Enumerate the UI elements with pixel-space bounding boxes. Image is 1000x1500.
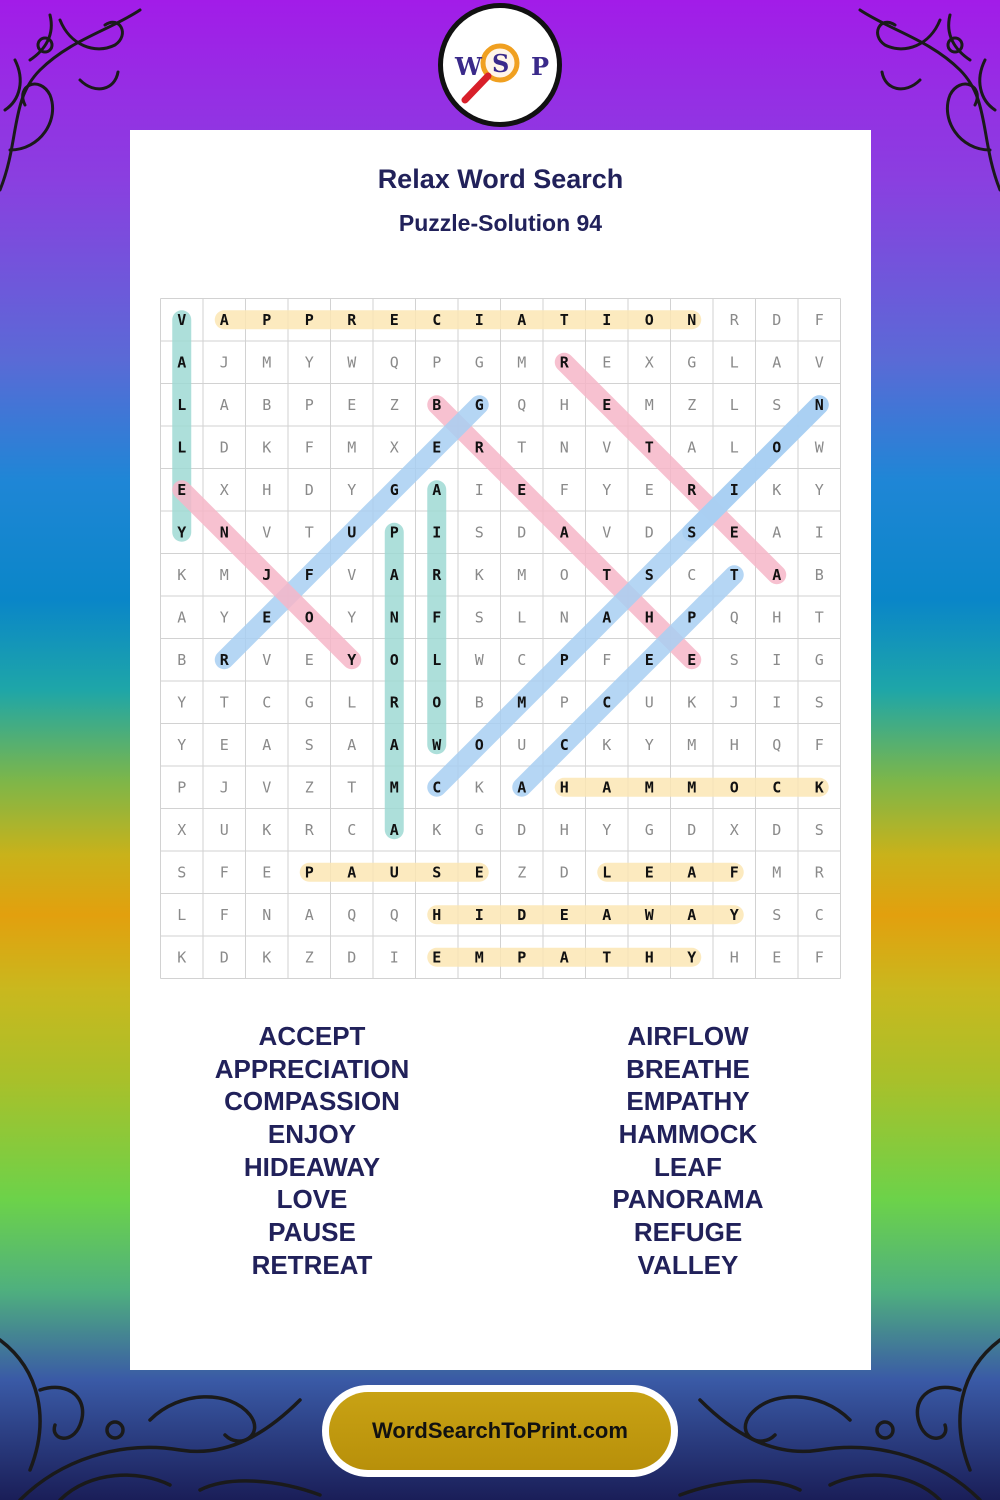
grid-letter: T bbox=[644, 438, 654, 457]
word-search-grid bbox=[160, 298, 842, 980]
grid-letter: E bbox=[687, 650, 697, 669]
grid-letter: P bbox=[262, 310, 272, 329]
grid-letter: U bbox=[517, 735, 527, 754]
grid-letter: K bbox=[177, 565, 187, 584]
word-list-item: PAUSE bbox=[268, 1217, 356, 1248]
grid-letter: Y bbox=[602, 480, 612, 499]
grid-letter: E bbox=[347, 395, 357, 414]
grid-letter: E bbox=[219, 735, 229, 754]
grid-letter: Q bbox=[389, 353, 399, 372]
grid-letter: L bbox=[177, 438, 187, 457]
grid-letter: A bbox=[559, 523, 569, 542]
grid-letter: I bbox=[389, 948, 399, 967]
grid-letter: E bbox=[729, 523, 739, 542]
grid-letter: C bbox=[517, 650, 527, 669]
grid-letter: A bbox=[687, 863, 697, 882]
grid-letter: K bbox=[262, 948, 272, 967]
grid-letter: P bbox=[389, 523, 399, 542]
word-list-item: APPRECIATION bbox=[214, 1053, 410, 1084]
word-list-item: HIDEAWAY bbox=[243, 1151, 381, 1182]
grid-letter: N bbox=[389, 608, 399, 627]
grid-letter: D bbox=[517, 523, 527, 542]
grid-letter: F bbox=[602, 650, 612, 669]
grid-letter: O bbox=[432, 693, 442, 712]
site-logo[interactable] bbox=[438, 3, 562, 127]
grid-letter: N bbox=[219, 523, 229, 542]
grid-letter: Y bbox=[729, 905, 739, 924]
grid-letter: S bbox=[687, 523, 697, 542]
grid-letter: M bbox=[772, 863, 782, 882]
grid-letter: D bbox=[559, 863, 569, 882]
grid-letter: S bbox=[814, 693, 824, 712]
grid-letter: L bbox=[347, 693, 357, 712]
grid-letter: I bbox=[729, 480, 739, 499]
word-list-item: RETREAT bbox=[251, 1249, 373, 1280]
grid-letter: Q bbox=[347, 905, 357, 924]
grid-letter: K bbox=[687, 693, 697, 712]
grid-letter: H bbox=[559, 395, 569, 414]
grid-letter: S bbox=[304, 735, 314, 754]
grid-letter: Z bbox=[517, 863, 527, 882]
grid-letter: L bbox=[729, 353, 739, 372]
grid-letter: R bbox=[559, 353, 569, 372]
grid-letter: Z bbox=[389, 395, 399, 414]
grid-letter: V bbox=[262, 650, 272, 669]
grid-letter: Y bbox=[177, 523, 187, 542]
grid-letter: D bbox=[517, 820, 527, 839]
grid-letter: A bbox=[304, 905, 314, 924]
grid-letter: E bbox=[644, 650, 654, 669]
grid-letter: F bbox=[559, 480, 569, 499]
grid-letter: E bbox=[602, 395, 612, 414]
word-list-item: LEAF bbox=[654, 1151, 722, 1182]
grid-letter: J bbox=[219, 778, 229, 797]
grid-letter: P bbox=[559, 650, 569, 669]
grid-letter: Q bbox=[729, 608, 739, 627]
grid-letter: Y bbox=[687, 948, 697, 967]
grid-letter: A bbox=[177, 353, 187, 372]
grid-letter: W bbox=[644, 905, 654, 924]
grid-letter: K bbox=[474, 778, 484, 797]
grid-letter: S bbox=[814, 820, 824, 839]
page-subtitle: Puzzle-Solution 94 bbox=[398, 210, 603, 236]
grid-letter: Z bbox=[687, 395, 697, 414]
logo-badge bbox=[443, 8, 557, 122]
grid-letter: L bbox=[517, 608, 527, 627]
grid-letter: F bbox=[814, 948, 824, 967]
grid-letter: F bbox=[304, 565, 314, 584]
grid-letter: N bbox=[559, 438, 569, 457]
grid-letter: E bbox=[432, 438, 442, 457]
grid-letter: C bbox=[772, 778, 782, 797]
grid-letter: Q bbox=[772, 735, 782, 754]
grid-letter: U bbox=[389, 863, 399, 882]
grid-letter: Y bbox=[347, 480, 357, 499]
grid-letter: D bbox=[772, 820, 782, 839]
grid-letter: H bbox=[729, 735, 739, 754]
grid-letter: A bbox=[772, 565, 782, 584]
grid-letter: A bbox=[347, 863, 357, 882]
grid-letter: M bbox=[687, 735, 697, 754]
grid-letter: N bbox=[559, 608, 569, 627]
grid-letter: N bbox=[687, 310, 697, 329]
grid-letter: J bbox=[219, 353, 229, 372]
grid-letter: M bbox=[644, 778, 654, 797]
grid-letter: B bbox=[814, 565, 824, 584]
grid-letter: E bbox=[389, 310, 399, 329]
grid-letter: W bbox=[432, 735, 442, 754]
grid-letter: I bbox=[474, 480, 484, 499]
grid-letter: H bbox=[262, 480, 272, 499]
word-list-left bbox=[162, 1020, 462, 1282]
grid-letter: J bbox=[729, 693, 739, 712]
grid-letter: T bbox=[729, 565, 739, 584]
grid-letter: P bbox=[559, 693, 569, 712]
grid-letter: F bbox=[219, 863, 229, 882]
grid-letter: M bbox=[644, 395, 654, 414]
grid-letter: E bbox=[177, 480, 187, 499]
grid-letter: F bbox=[814, 310, 824, 329]
grid-letter: C bbox=[432, 778, 442, 797]
word-list-item: EMPATHY bbox=[626, 1086, 750, 1117]
grid-letter: A bbox=[347, 735, 357, 754]
grid-letter: X bbox=[644, 353, 654, 372]
grid-letter: X bbox=[177, 820, 187, 839]
grid-letter: G bbox=[304, 693, 314, 712]
grid-letter: T bbox=[304, 523, 314, 542]
grid-letter: C bbox=[262, 693, 272, 712]
grid-letter: E bbox=[304, 650, 314, 669]
grid-letter: D bbox=[347, 948, 357, 967]
grid-letter: Y bbox=[177, 693, 187, 712]
grid-letter: A bbox=[687, 438, 697, 457]
grid-letter: F bbox=[219, 905, 229, 924]
grid-letter: F bbox=[729, 863, 739, 882]
word-list-item: ENJOY bbox=[267, 1119, 357, 1150]
grid-letter: I bbox=[814, 523, 824, 542]
grid-letter: L bbox=[177, 905, 187, 924]
grid-letter: M bbox=[517, 693, 527, 712]
grid-letter: O bbox=[772, 438, 782, 457]
word-list-item: REFUGE bbox=[633, 1217, 743, 1248]
grid-letter: M bbox=[389, 778, 399, 797]
grid-letter: J bbox=[262, 565, 272, 584]
grid-letter: D bbox=[772, 310, 782, 329]
grid-letter: E bbox=[559, 905, 569, 924]
site-link-label: WordSearchToPrint.com bbox=[329, 1392, 671, 1470]
grid-letter: H bbox=[644, 948, 654, 967]
grid-letter: E bbox=[262, 863, 272, 882]
page-title: Relax Word Search bbox=[377, 164, 624, 194]
grid-letter: S bbox=[772, 395, 782, 414]
grid-letter: G bbox=[687, 353, 697, 372]
grid-letter: A bbox=[602, 905, 612, 924]
word-list-right bbox=[538, 1020, 838, 1282]
grid-letter: P bbox=[304, 310, 314, 329]
grid-letter: L bbox=[602, 863, 612, 882]
grid-letter: A bbox=[517, 310, 527, 329]
grid-letter: G bbox=[644, 820, 654, 839]
grid-letter: A bbox=[772, 353, 782, 372]
grid-letter: V bbox=[602, 438, 612, 457]
grid-letter: U bbox=[644, 693, 654, 712]
grid-letter: W bbox=[347, 353, 357, 372]
grid-letter: Y bbox=[304, 353, 314, 372]
word-list-item: COMPASSION bbox=[224, 1086, 400, 1117]
grid-letter: R bbox=[304, 820, 314, 839]
grid-letter: M bbox=[517, 565, 527, 584]
grid-letter: G bbox=[474, 395, 484, 414]
grid-letter: D bbox=[219, 438, 229, 457]
grid-letter: F bbox=[304, 438, 314, 457]
grid-letter: P bbox=[517, 948, 527, 967]
grid-letter: A bbox=[219, 395, 229, 414]
grid-letter: I bbox=[772, 693, 782, 712]
grid-letter: T bbox=[219, 693, 229, 712]
grid-letter: A bbox=[517, 778, 527, 797]
grid-letter: L bbox=[432, 650, 442, 669]
grid-letter: R bbox=[432, 565, 442, 584]
grid-letter: A bbox=[262, 735, 272, 754]
grid-letter: S bbox=[644, 565, 654, 584]
word-list-item: LOVE bbox=[276, 1184, 348, 1215]
grid-letter: B bbox=[177, 650, 187, 669]
grid-letter: I bbox=[432, 523, 442, 542]
grid-letter: A bbox=[602, 608, 612, 627]
grid-letter: Y bbox=[602, 820, 612, 839]
logo-letter-s: S bbox=[492, 49, 510, 78]
grid-letter: E bbox=[772, 948, 782, 967]
grid-letter: K bbox=[262, 820, 272, 839]
grid-letter: B bbox=[474, 693, 484, 712]
grid-letter: P bbox=[687, 608, 697, 627]
grid-letter: M bbox=[517, 353, 527, 372]
word-list-item: AIRFLOW bbox=[627, 1021, 749, 1051]
grid-letter: M bbox=[262, 353, 272, 372]
grid-letter: E bbox=[602, 353, 612, 372]
grid-letter: O bbox=[644, 310, 654, 329]
grid-letter: U bbox=[219, 820, 229, 839]
grid-letter: G bbox=[814, 650, 824, 669]
grid-letter: A bbox=[177, 608, 187, 627]
grid-letter: X bbox=[729, 820, 739, 839]
grid-letter: M bbox=[347, 438, 357, 457]
grid-letter: F bbox=[814, 735, 824, 754]
grid-letter: Z bbox=[304, 948, 314, 967]
grid-letter: Y bbox=[347, 650, 357, 669]
grid-letter: S bbox=[474, 608, 484, 627]
grid-letter: V bbox=[177, 310, 187, 329]
grid-letter: C bbox=[559, 735, 569, 754]
grid-letter: T bbox=[559, 310, 569, 329]
grid-letter: S bbox=[729, 650, 739, 669]
grid-letter: X bbox=[389, 438, 399, 457]
grid-letter: R bbox=[729, 310, 739, 329]
grid-letter: T bbox=[814, 608, 824, 627]
grid-letter: O bbox=[474, 735, 484, 754]
grid-letter: A bbox=[432, 480, 442, 499]
grid-letter: S bbox=[772, 905, 782, 924]
grid-letter: Y bbox=[347, 608, 357, 627]
logo-letter-w: W bbox=[455, 52, 482, 81]
grid-letter: M bbox=[474, 948, 484, 967]
grid-letter: N bbox=[262, 905, 272, 924]
grid-letter: I bbox=[474, 905, 484, 924]
grid-letter: O bbox=[559, 565, 569, 584]
grid-letter: A bbox=[389, 820, 399, 839]
grid-letter: V bbox=[262, 778, 272, 797]
grid-letter: A bbox=[559, 948, 569, 967]
grid-letter: L bbox=[729, 395, 739, 414]
grid-letter: P bbox=[304, 395, 314, 414]
grid-letter: A bbox=[389, 565, 399, 584]
grid-letter: V bbox=[602, 523, 612, 542]
grid-letter: K bbox=[772, 480, 782, 499]
grid-letter: V bbox=[814, 353, 824, 372]
grid-letter: K bbox=[432, 820, 442, 839]
grid-letter: A bbox=[389, 735, 399, 754]
grid-letter: K bbox=[602, 735, 612, 754]
grid-letter: H bbox=[559, 778, 569, 797]
grid-letter: E bbox=[474, 863, 484, 882]
grid-letter: M bbox=[687, 778, 697, 797]
grid-letter: A bbox=[772, 523, 782, 542]
grid-letter: I bbox=[474, 310, 484, 329]
grid-letter: A bbox=[219, 310, 229, 329]
grid-letter: A bbox=[602, 778, 612, 797]
grid-letter: V bbox=[347, 565, 357, 584]
grid-letter: L bbox=[729, 438, 739, 457]
grid-letter: C bbox=[814, 905, 824, 924]
grid-letter: R bbox=[219, 650, 229, 669]
site-link-button[interactable] bbox=[322, 1385, 678, 1477]
grid-letter: L bbox=[177, 395, 187, 414]
grid-letter: P bbox=[177, 778, 187, 797]
grid-letter: C bbox=[432, 310, 442, 329]
grid-letter: F bbox=[432, 608, 442, 627]
grid-letter: T bbox=[517, 438, 527, 457]
grid-letter: W bbox=[814, 438, 824, 457]
grid-letter: H bbox=[559, 820, 569, 839]
grid-letter: K bbox=[262, 438, 272, 457]
grid-letter: E bbox=[644, 480, 654, 499]
grid-letter: S bbox=[432, 863, 442, 882]
grid-letter: Q bbox=[517, 395, 527, 414]
grid-letter: C bbox=[687, 565, 697, 584]
grid-letter: H bbox=[772, 608, 782, 627]
grid-letter: Y bbox=[814, 480, 824, 499]
grid-letter: Y bbox=[644, 735, 654, 754]
grid-letter: Z bbox=[304, 778, 314, 797]
grid-letter: Q bbox=[389, 905, 399, 924]
grid-letter: E bbox=[432, 948, 442, 967]
grid-letter: C bbox=[347, 820, 357, 839]
grid-letter: R bbox=[687, 480, 697, 499]
grid-letter: H bbox=[432, 905, 442, 924]
grid-letter: T bbox=[602, 948, 612, 967]
grid-letter: K bbox=[814, 778, 824, 797]
grid-letter: V bbox=[262, 523, 272, 542]
grid-letter: N bbox=[814, 395, 824, 414]
word-list-item: BREATHE bbox=[626, 1053, 750, 1084]
grid-letter: D bbox=[644, 523, 654, 542]
grid-letter: B bbox=[262, 395, 272, 414]
grid-letter: S bbox=[177, 863, 187, 882]
grid-letter: R bbox=[389, 693, 399, 712]
grid-letter: Y bbox=[177, 735, 187, 754]
logo-letter-p: P bbox=[531, 52, 550, 81]
word-list-item: VALLEY bbox=[637, 1249, 739, 1280]
grid-letter: H bbox=[644, 608, 654, 627]
grid-letter: I bbox=[602, 310, 612, 329]
grid-letter: U bbox=[347, 523, 357, 542]
word-list-item: PANORAMA bbox=[612, 1184, 764, 1215]
grid-letter: X bbox=[219, 480, 229, 499]
grid-letter: S bbox=[474, 523, 484, 542]
grid-letter: A bbox=[687, 905, 697, 924]
grid-letter: R bbox=[814, 863, 824, 882]
grid-letter: O bbox=[304, 608, 314, 627]
grid-letter: W bbox=[474, 650, 484, 669]
grid-letter: M bbox=[219, 565, 229, 584]
word-list-item: HAMMOCK bbox=[618, 1119, 758, 1150]
grid-letter: R bbox=[347, 310, 357, 329]
grid-letter: O bbox=[389, 650, 399, 669]
grid-letter: T bbox=[347, 778, 357, 797]
grid-letter: K bbox=[177, 948, 187, 967]
grid-letter: T bbox=[602, 565, 612, 584]
grid-letter: D bbox=[517, 905, 527, 924]
grid-letter: G bbox=[474, 820, 484, 839]
grid-letter: D bbox=[219, 948, 229, 967]
grid-letter: P bbox=[304, 863, 314, 882]
grid-letter: P bbox=[432, 353, 442, 372]
grid-letter: D bbox=[304, 480, 314, 499]
grid-letter: C bbox=[602, 693, 612, 712]
grid-letter: I bbox=[772, 650, 782, 669]
grid-letter: K bbox=[474, 565, 484, 584]
grid-letter: O bbox=[729, 778, 739, 797]
grid-letter: G bbox=[389, 480, 399, 499]
grid-letter: E bbox=[517, 480, 527, 499]
grid-letter: E bbox=[644, 863, 654, 882]
grid-letter: H bbox=[729, 948, 739, 967]
grid-letter: Y bbox=[219, 608, 229, 627]
word-list-item: ACCEPT bbox=[258, 1021, 366, 1051]
grid-letter: G bbox=[474, 353, 484, 372]
grid-letter: R bbox=[474, 438, 484, 457]
grid-letter: E bbox=[262, 608, 272, 627]
grid-letter: D bbox=[687, 820, 697, 839]
grid-letter: B bbox=[432, 395, 442, 414]
